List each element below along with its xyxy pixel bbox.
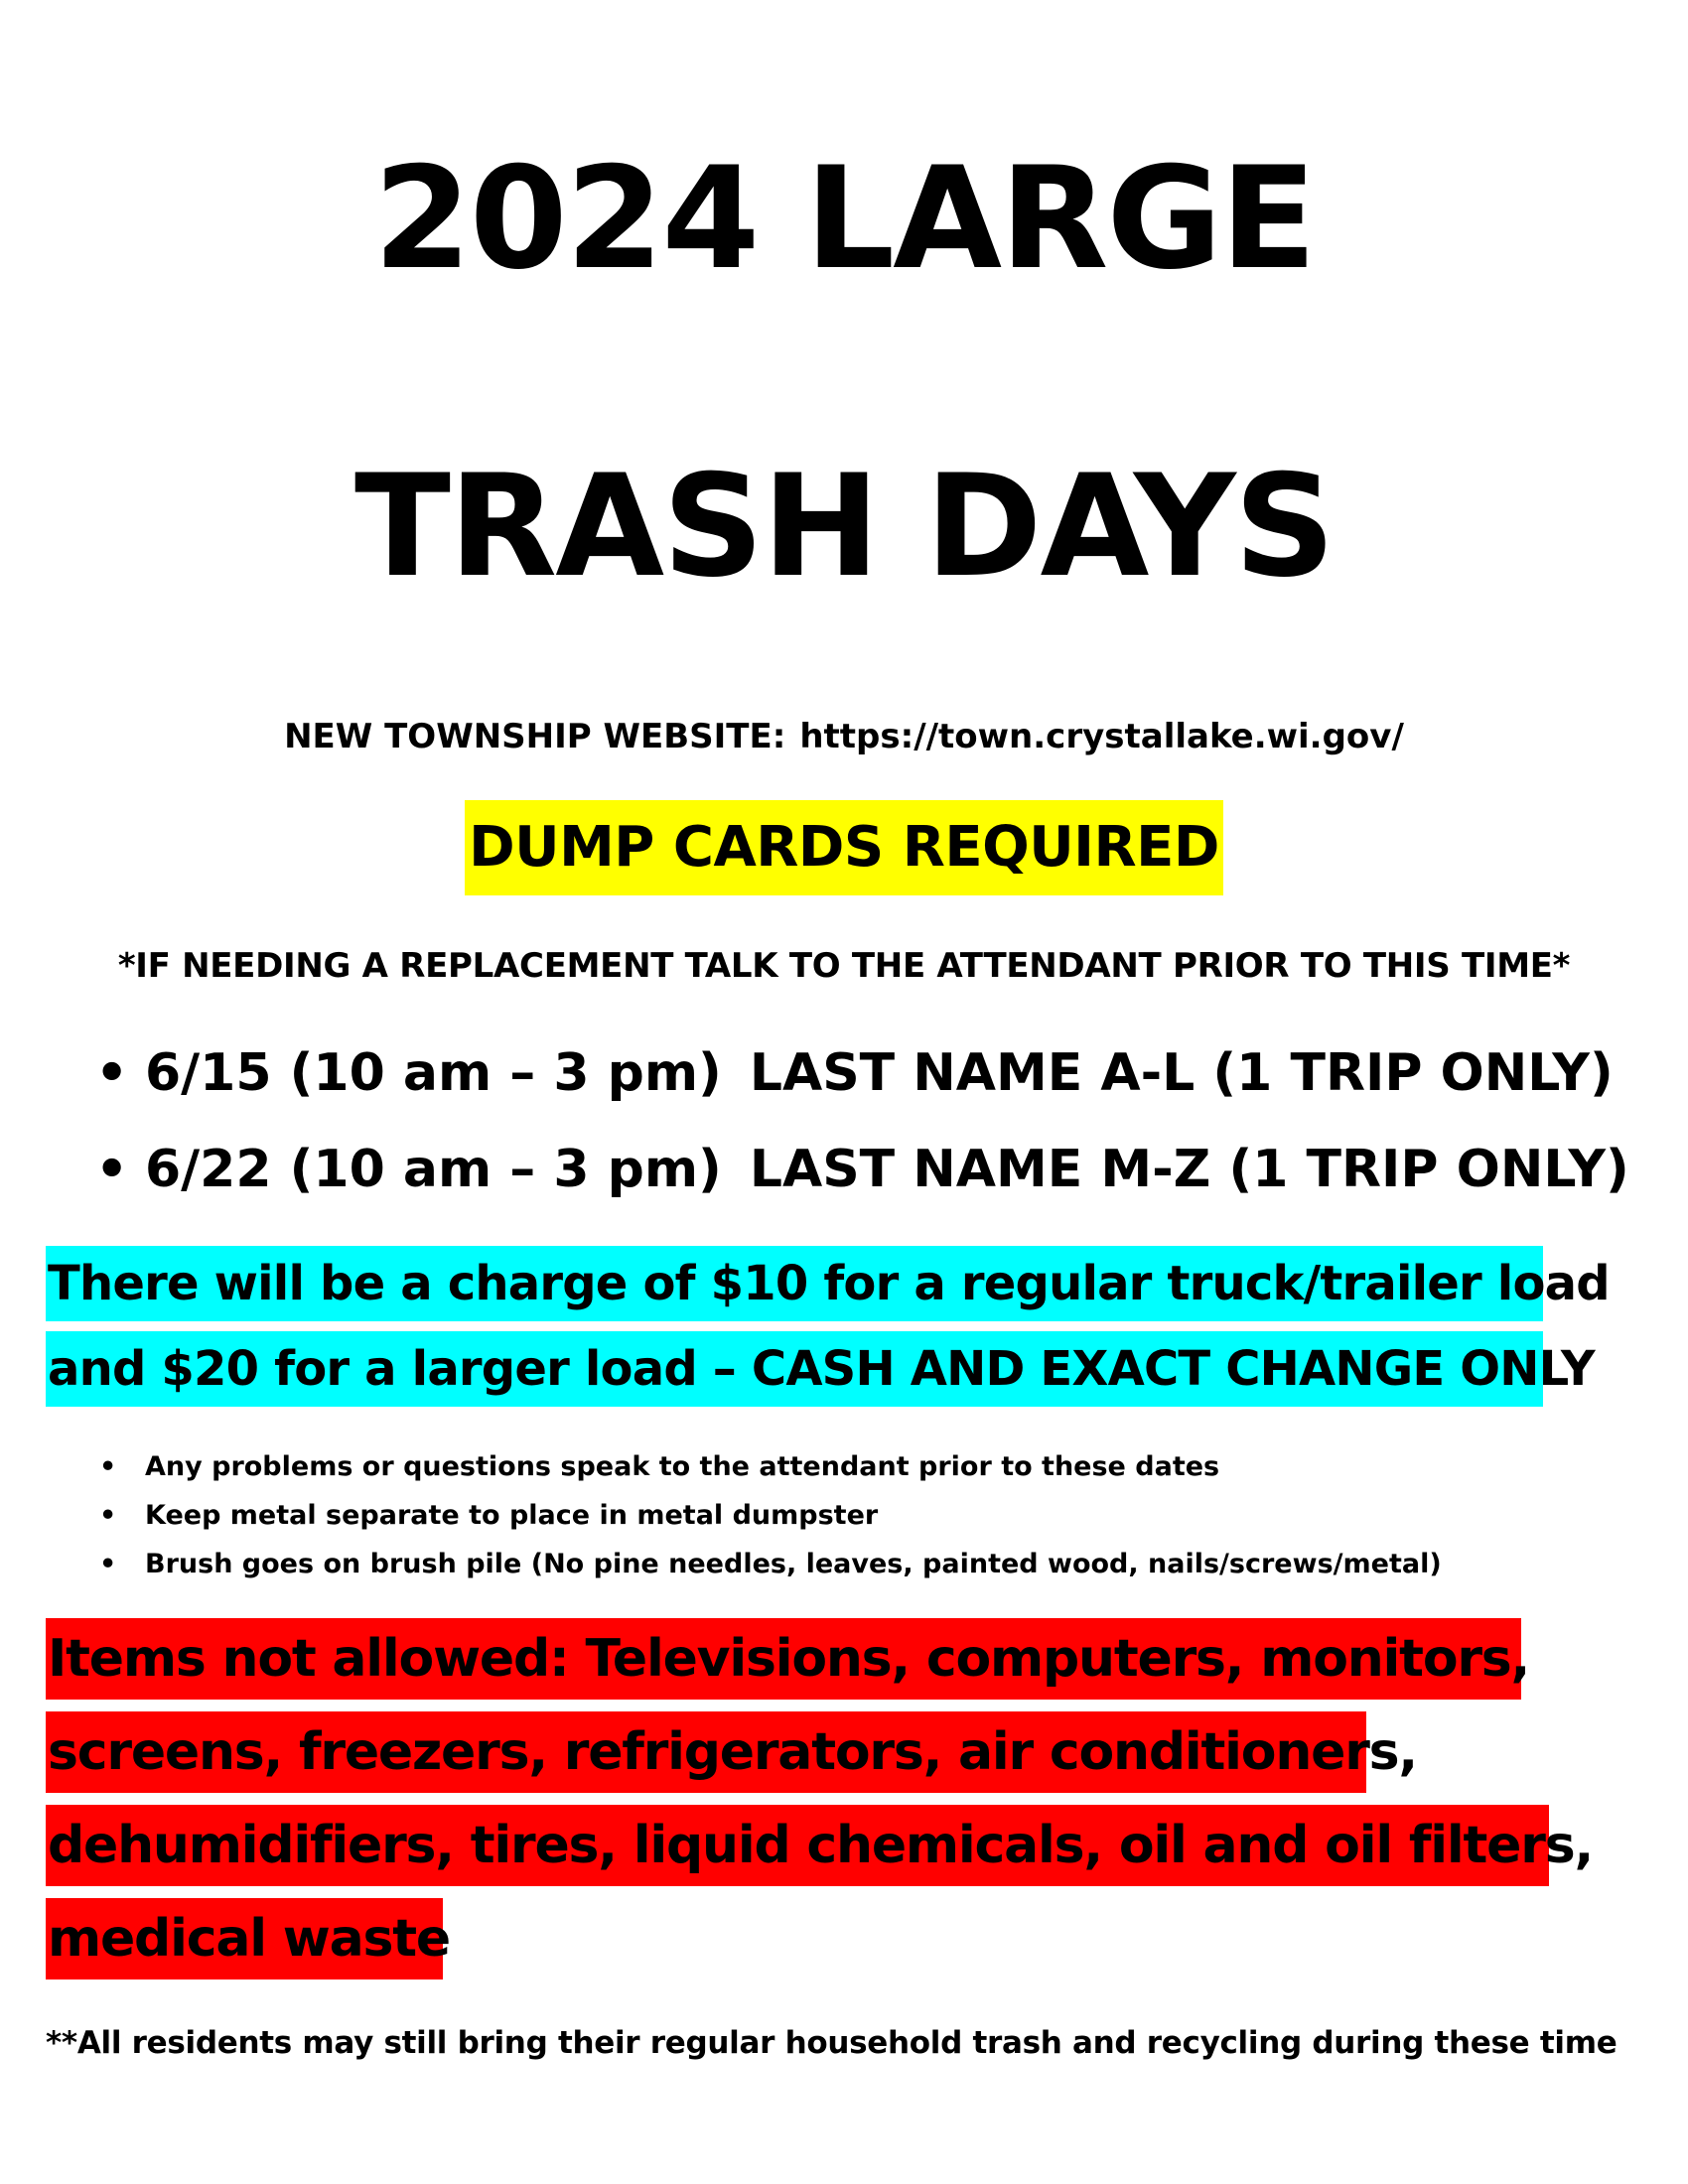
note-text: Brush goes on brush pile (No pine needles, leaves, painted wood, nails/screws/metal) — [145, 1549, 1442, 1579]
bullet-icon: • — [95, 1043, 129, 1103]
items-not-allowed-line-2: screens, freezers, refrigerators, air conditioners, — [48, 1722, 1417, 1782]
items-not-allowed-line-1: Items not allowed: Televisions, computers, monitors, — [48, 1629, 1530, 1689]
website-line — [0, 717, 1688, 756]
bullet-icon: • — [99, 1549, 117, 1579]
date-item — [95, 1038, 1614, 1108]
website-label: NEW TOWNSHIP WEBSITE: — [284, 717, 786, 756]
charge-line-1: There will be a charge of $10 for a regular truck/trailer load — [48, 1256, 1610, 1311]
list-item — [99, 1447, 1219, 1487]
date-time: 6/15 (10 am – 3 pm) — [145, 1043, 722, 1103]
page-title-line-1: 2024 LARGE — [373, 137, 1315, 301]
charge-line-2: and $20 for a larger load – CASH AND EXACT CHANGE ONLY — [48, 1341, 1595, 1397]
website-url: https://town.crystallake.wi.gov/ — [799, 717, 1404, 756]
items-not-allowed-line-3: dehumidifiers, tires, liquid chemicals, oil and oil filters, — [48, 1816, 1593, 1875]
bullet-icon: • — [95, 1140, 129, 1199]
replacement-note: *IF NEEDING A REPLACEMENT TALK TO THE ATTENDANT PRIOR TO THIS TIME* — [117, 946, 1571, 986]
bullet-icon: • — [99, 1451, 117, 1482]
note-text: Any problems or questions speak to the attendant prior to these dates — [145, 1451, 1220, 1482]
page-title-line-2: TRASH DAYS — [354, 445, 1334, 609]
dump-cards-notice — [0, 800, 1688, 895]
list-item — [99, 1545, 1442, 1584]
dump-cards-required-text: DUMP CARDS REQUIRED — [465, 800, 1223, 895]
date-time: 6/22 (10 am – 3 pm) — [145, 1140, 722, 1199]
date-group: LAST NAME A-L (1 TRIP ONLY) — [749, 1043, 1614, 1103]
date-group: LAST NAME M-Z (1 TRIP ONLY) — [749, 1140, 1629, 1199]
footnote: **All residents may still bring their regular household trash and recycling during these time — [46, 2025, 1618, 2061]
items-not-allowed-line-4: medical waste — [48, 1909, 450, 1969]
date-item — [95, 1135, 1629, 1204]
list-item — [99, 1496, 878, 1536]
bullet-icon: • — [99, 1500, 117, 1531]
note-text: Keep metal separate to place in metal dumpster — [145, 1500, 879, 1531]
